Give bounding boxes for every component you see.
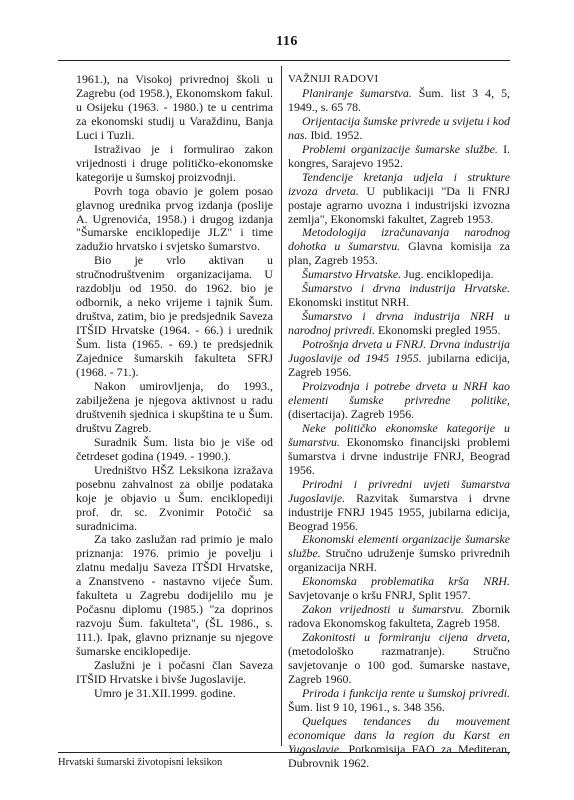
paragraph: Bio je vrlo aktivan u stručnodruštvenim organizacijama. U razdoblju od 1950. do 1962. bio je odbornik, a neko vrijeme i tajnik Šum. društva, zatim, bio je predsjednik Saveza ITŠID Hrvatske (1964. - 66.) i urednik Šum. lista (1965. - 69.) te predsjednik Zajednice šumarskih fakulteta SFRJ (1968. - 71.). xyxy=(76,253,273,380)
paragraph: 1961.), na Visokoj privrednoj školi u Zagrebu (od 1958.), Ekonomskom fakul. u Osijeku (1963. - 1980.) te u centrima za ekonomski studij u Varaždinu, Banja Luci i Tuzli. xyxy=(76,72,273,142)
work-title: Šumarstvo i drvna industrija NRH u narodnoj privredi. xyxy=(288,309,510,338)
work-details: Šum. list 3 4, 5, 1949., s. 65 78. xyxy=(288,85,510,114)
work-title: Problemi organizacije šumarske službe. xyxy=(302,141,498,156)
work-details: jubilarna edicija, Zagreb 1956. xyxy=(288,351,510,380)
paragraph: Uredništvo HŠZ Leksikona izražava posebnu zahvalnost za obilje podataka koje je objavio u Šum. enciklopediji prof. dr. sc. Zvonimir Potočić sa suradnicima. xyxy=(76,462,273,533)
work-title: Šumarstvo Hrvatske. xyxy=(302,267,402,282)
paragraph: Suradnik Šum. lista bio je više od četrdeset godina (1949. - 1990.). xyxy=(76,434,273,463)
work-title: Zakon vrijednosti u šumarstvu. xyxy=(302,602,464,617)
work-entry xyxy=(288,171,510,227)
work-entry xyxy=(288,687,510,715)
footer-text: Hrvatski šumarski životopisni leksikon xyxy=(58,757,223,768)
work-title: Proizvodnja i potrebe drveta u NRH kao elementi šumske privredne politike, xyxy=(288,378,510,407)
work-title: Prirodni i privredni uvjeti šumarstva Jugoslavije. xyxy=(288,476,510,505)
work-title: Neke političko ekonomske kategorije u šumarstvu. xyxy=(288,420,510,449)
work-details: Ekonomsko financijski problemi šumarstva i drvne industrije FNRJ, Beograd 1956. xyxy=(288,434,510,477)
work-title: Potrošnja drveta u FNRJ. Drvna industrija Jugoslavije od 1945 1955. xyxy=(288,337,510,366)
work-details: Zbornik radova Ekonomskog fakulteta, Zagreb 1958. xyxy=(288,602,511,631)
work-entry xyxy=(288,143,510,171)
work-entry xyxy=(288,715,510,771)
top-rule xyxy=(58,60,510,61)
work-details: U publikaciji "Da li FNRJ postaje agrarno uvozna i industrijski izvozna zemlja", Ekonomski fakultet, Zagreb 1953. xyxy=(288,183,510,226)
work-entry xyxy=(288,268,510,282)
work-entry xyxy=(288,226,510,268)
work-entry xyxy=(288,310,510,338)
work-details: Potkomisija FAO za Mediteran, Dubrovnik 1962. xyxy=(288,741,510,770)
work-entry xyxy=(288,533,510,575)
work-details: (disertacija). Zagreb 1956. xyxy=(288,406,415,421)
work-details: Razvitak šumarstva i drvne industrije FNRJ 1945 1955, jubilarna edicija, Beograd 1956. xyxy=(288,490,510,533)
paragraph: Nakon umirovljenja, do 1993., zabilježena je njegova aktivnost u radu društvenih sjednica i skupština te u Šum. društvu Zagreb. xyxy=(76,378,273,435)
work-title: Šumarstvo i drvna industrija Hrvatske. xyxy=(302,281,510,296)
work-entry xyxy=(288,115,510,143)
work-details: I. kongres, Sarajevo 1952. xyxy=(288,141,510,170)
work-details: Ekonomski pregled 1955. xyxy=(374,323,501,338)
work-entry xyxy=(288,338,510,380)
left-column xyxy=(76,73,273,701)
paragraph: Umro je 31.XII.1999. godine. xyxy=(94,685,236,700)
work-title: Metodologija izračunavanja narodnog dohotka u šumarstvu. xyxy=(288,225,510,254)
work-details: Ekonomski institut NRH. xyxy=(288,295,410,310)
work-title: Ekonomski elementi organizacije šumarske službe. xyxy=(288,532,510,561)
right-column xyxy=(288,73,510,771)
bottom-rule xyxy=(58,752,510,753)
work-details: Savjetovanje o kršu FNRJ, Split 1957. xyxy=(288,588,471,603)
page-number: 116 xyxy=(276,34,298,49)
work-entry xyxy=(288,87,510,115)
work-entry xyxy=(288,282,510,310)
paragraph: Istraživao je i formulirao zakon vrijednosti i druge političko-ekonomske kategorije u šumskoj proizvodnji. xyxy=(76,141,273,184)
section-title: VAŽNIJI RADOVI xyxy=(288,73,379,85)
work-details: (metodološko razmatranje). Stručno savjetovanje o 100 god. šumarske nastave, Zagreb 1960. xyxy=(288,644,510,686)
work-details: Ibid. 1952. xyxy=(307,127,363,142)
work-details: Jug. enciklopedija. xyxy=(401,267,494,282)
work-title: Quelques tendances du mouvement economique dans la region du Karst en Yugoslavie. xyxy=(288,713,510,756)
work-title: Priroda i funkcija rente u šumskoj privredi. xyxy=(302,685,510,700)
paragraph: Za tako zaslužan rad primio je malo priznanja: 1976. primio je povelju i zlatnu medalju Saveza ITŠDI Hrvatske, a Znanstveno - nastavno vijeće Šum. fakulteta u Zagrebu dodijelilo mu je Počasnu diplomu (1985.) "za doprinos razvoju Šum. fakulteta", (ŠL 1986., s. 111.). Ipak, glavno priznanje su njegove šumarske enciklopedije. xyxy=(76,532,273,659)
work-entry xyxy=(288,380,510,422)
work-entry xyxy=(288,422,510,478)
column-divider xyxy=(281,66,282,746)
work-entry xyxy=(288,603,510,631)
work-entry xyxy=(288,478,510,534)
work-title: Tendencije kretanja udjela i strukture izvoza drveta. xyxy=(288,169,510,198)
work-title: Planiranje šumarstva. xyxy=(302,85,412,100)
work-details: Šum. list 9 10, 1961., s. 348 356. xyxy=(288,699,445,714)
work-title: Orijentacija šumske privrede u svijetu i kod nas. xyxy=(288,113,510,142)
work-entry xyxy=(288,575,510,603)
work-entry xyxy=(288,631,510,687)
work-title: Ekonomska problematika krša NRH. xyxy=(302,574,510,589)
work-details: Glavna komisija za plan, Zagreb 1953. xyxy=(288,239,511,268)
work-details: Stručno udruženje šumsko privrednih organizacija NRH. xyxy=(288,546,510,575)
work-title: Zakonitosti u formiranju cijena drveta, xyxy=(302,630,510,645)
paragraph: Zaslužni je i počasni član Saveza ITŠID Hrvatske i bivše Jugoslavije. xyxy=(76,658,273,686)
paragraph: Povrh toga obavio je golem posao glavnog urednika prvog izdanja (poslije A. Ugrenovića, 1958.) i drugog izdanja "Šumarske enciklopedije JLZ" i time zadužio hrvatsko i svjetsko šumarstvo. xyxy=(76,183,273,254)
